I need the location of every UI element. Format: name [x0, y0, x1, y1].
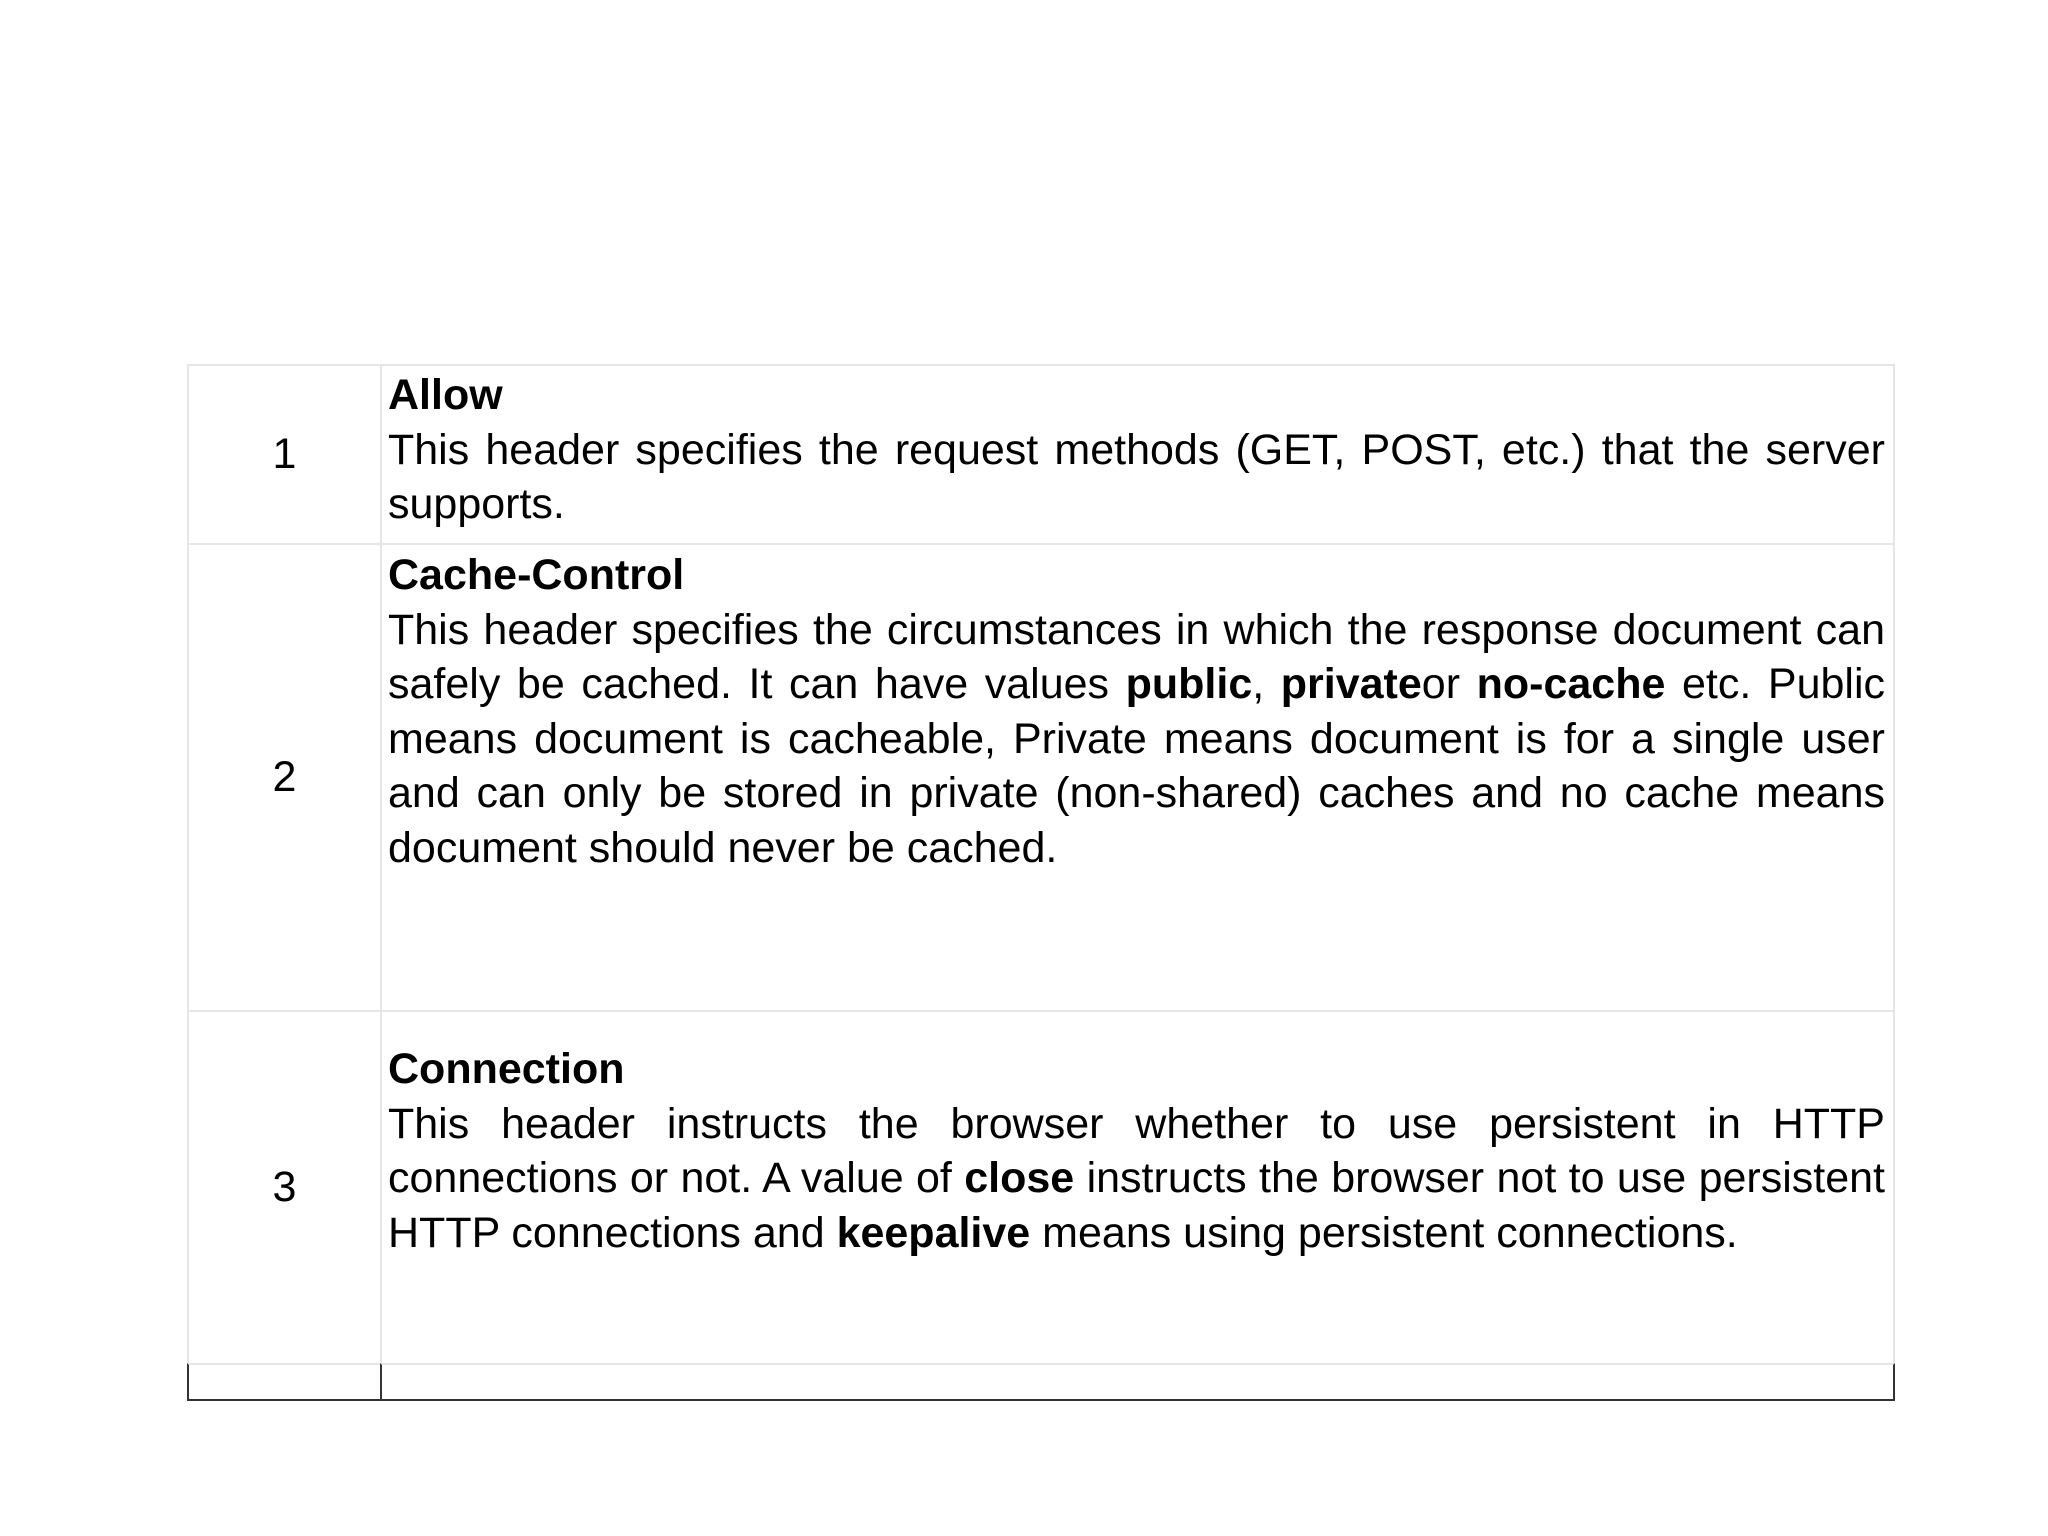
description-text: instructs the browser not to use persistent HTTP connections and: [388, 1154, 1885, 1257]
row-number-cell: [187, 1010, 380, 1363]
header-description-cell: [380, 543, 1895, 1010]
description-text: means using persistent connections.: [1030, 1208, 1738, 1257]
value-public: public: [1125, 660, 1253, 708]
row-number-cell: [187, 364, 380, 543]
empty-table-row: [187, 1363, 1895, 1401]
header-description: [388, 1097, 1885, 1261]
description-text: This header specifies the circumstances in which the response document can safely be cached. It can have values: [388, 605, 1885, 708]
value-no-cache: no-cache: [1476, 660, 1666, 708]
header-description-cell: [380, 1363, 1895, 1401]
header-description: [388, 603, 1885, 876]
row-number: 1: [272, 430, 297, 478]
header-name: Cache-Control: [388, 551, 685, 599]
value-keepalive: keepalive: [836, 1208, 1031, 1257]
description-text: ,: [1252, 660, 1281, 708]
header-name: Allow: [388, 371, 503, 419]
row-number-cell: [187, 543, 380, 1010]
description-text: This header instructs the browser whether to use persistent in HTTP connections or not. A value of: [388, 1099, 1885, 1202]
description-text: or: [1421, 660, 1477, 708]
value-close: close: [964, 1154, 1075, 1202]
row-number-cell: [187, 1363, 380, 1401]
header-description-cell: [380, 1010, 1895, 1363]
table-row: [187, 543, 1895, 1010]
description-text: etc. Public means document is cacheable, Private means document is for a single user and can only be stored in private (non-shared) caches and no cache means document should never be cached.: [388, 660, 1885, 872]
row-number: 2: [272, 753, 297, 801]
table-row: [187, 364, 1895, 543]
table-row: [187, 1010, 1895, 1363]
header-description-cell: [380, 364, 1895, 543]
header-name: Connection: [388, 1045, 625, 1093]
header-description: This header specifies the request methods (GET, POST, etc.) that the server supports.: [388, 425, 1885, 528]
value-private: private: [1280, 660, 1422, 708]
row-number: 3: [272, 1163, 297, 1211]
